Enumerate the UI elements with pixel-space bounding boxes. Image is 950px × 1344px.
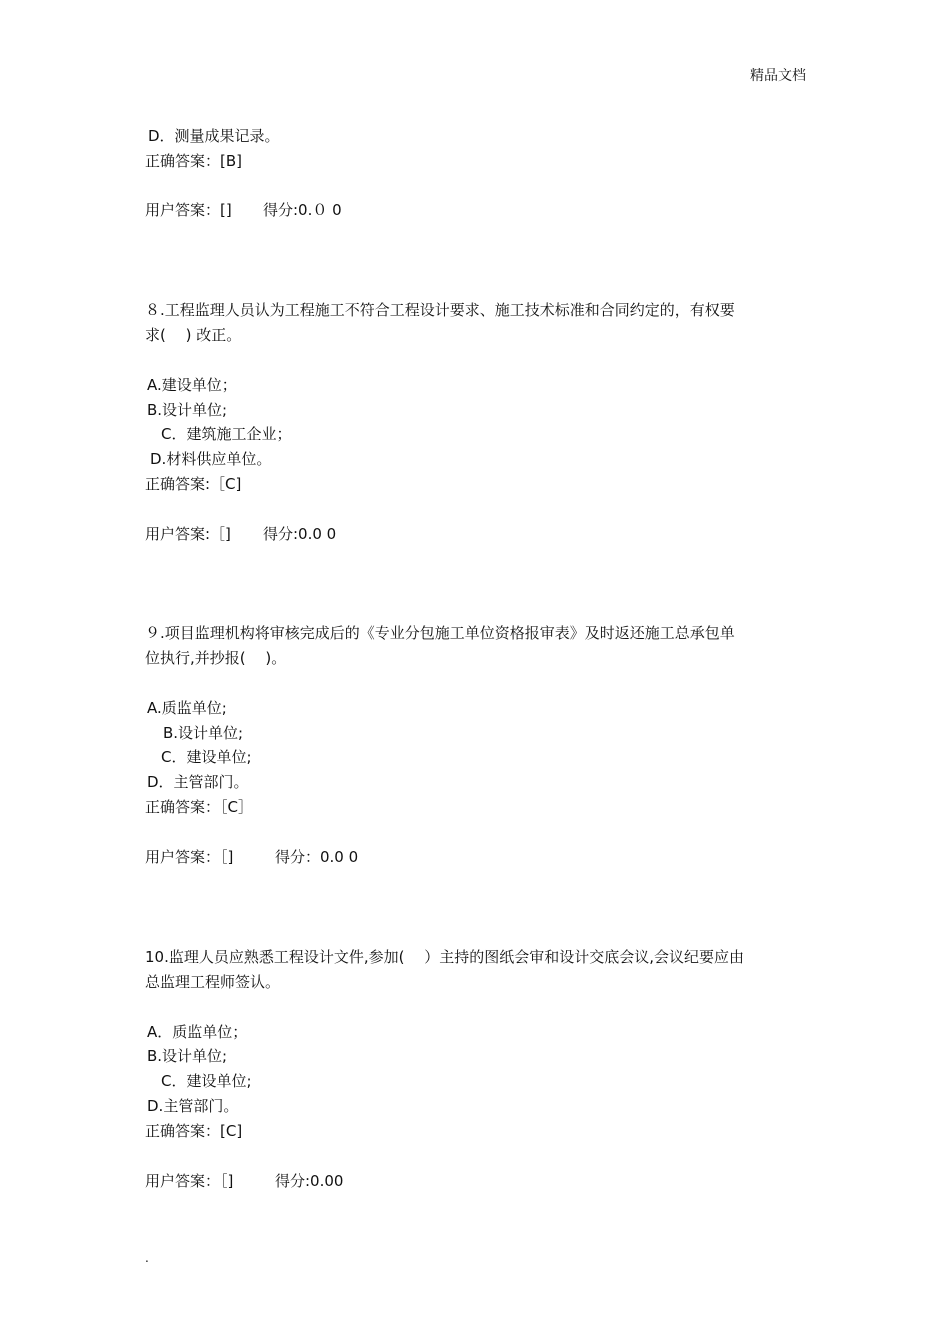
page-header-label: 精品文档 — [750, 68, 806, 84]
q9-stem-line2: 位执行,并抄报( )。 — [145, 649, 287, 667]
q10-stem-line1: 10.监理人员应熟悉工程设计文件,参加( ）主持的图纸会审和设计交底会议,会议纪要应由 — [145, 948, 745, 966]
q9-option-c: C．建设单位; — [161, 748, 252, 766]
q9-stem-line1: ９.项目监理机构将审核完成后的《专业分包施工单位资格报审表》及时返还施工总承包单 — [145, 624, 735, 642]
q7-user-answer: 用户答案：[] — [145, 201, 232, 219]
q7-correct-answer: 正确答案：[B] — [145, 152, 242, 170]
q8-option-b: B.设计单位; — [147, 401, 228, 419]
q10-stem-line2: 总监理工程师签认。 — [145, 973, 281, 991]
q10-correct-answer: 正确答案：[C] — [145, 1122, 243, 1140]
q9-correct-answer: 正确答案：［C］ — [145, 798, 253, 816]
q9-score: 得分：0.0 0 — [275, 848, 359, 866]
q8-option-c: C．建筑施工企业； — [161, 425, 292, 443]
q7-option-d: D．测量成果记录。 — [148, 127, 280, 145]
footer-mark: . — [145, 1251, 149, 1265]
q10-user-answer: 用户答案：［] — [145, 1172, 234, 1190]
q9-option-d: D．主管部门。 — [147, 773, 249, 791]
q10-score: 得分:0.00 — [275, 1172, 344, 1190]
q8-option-a: A.建设单位； — [147, 376, 237, 394]
q10-option-d: D.主管部门。 — [147, 1097, 239, 1115]
q8-stem-line2: 求( ) 改正。 — [145, 326, 242, 344]
q8-correct-answer: 正确答案:［C] — [145, 475, 242, 493]
q10-option-b: B.设计单位; — [147, 1047, 228, 1065]
q8-user-answer: 用户答案:［] — [145, 525, 231, 543]
q9-option-a: A.质监单位; — [147, 699, 227, 717]
q9-user-answer: 用户答案：［] — [145, 848, 234, 866]
q9-option-b: B.设计单位; — [163, 724, 244, 742]
q8-stem-line1: ８.工程监理人员认为工程施工不符合工程设计要求、施工技术标准和合同约定的，有权要 — [145, 301, 735, 319]
q8-option-d: D.材料供应单位。 — [150, 450, 272, 468]
q8-score: 得分:0.0 0 — [263, 525, 337, 543]
q10-option-c: C．建设单位; — [161, 1072, 252, 1090]
q7-score: 得分:0.０ 0 — [263, 201, 342, 219]
q10-option-a: A．质监单位； — [147, 1023, 248, 1041]
